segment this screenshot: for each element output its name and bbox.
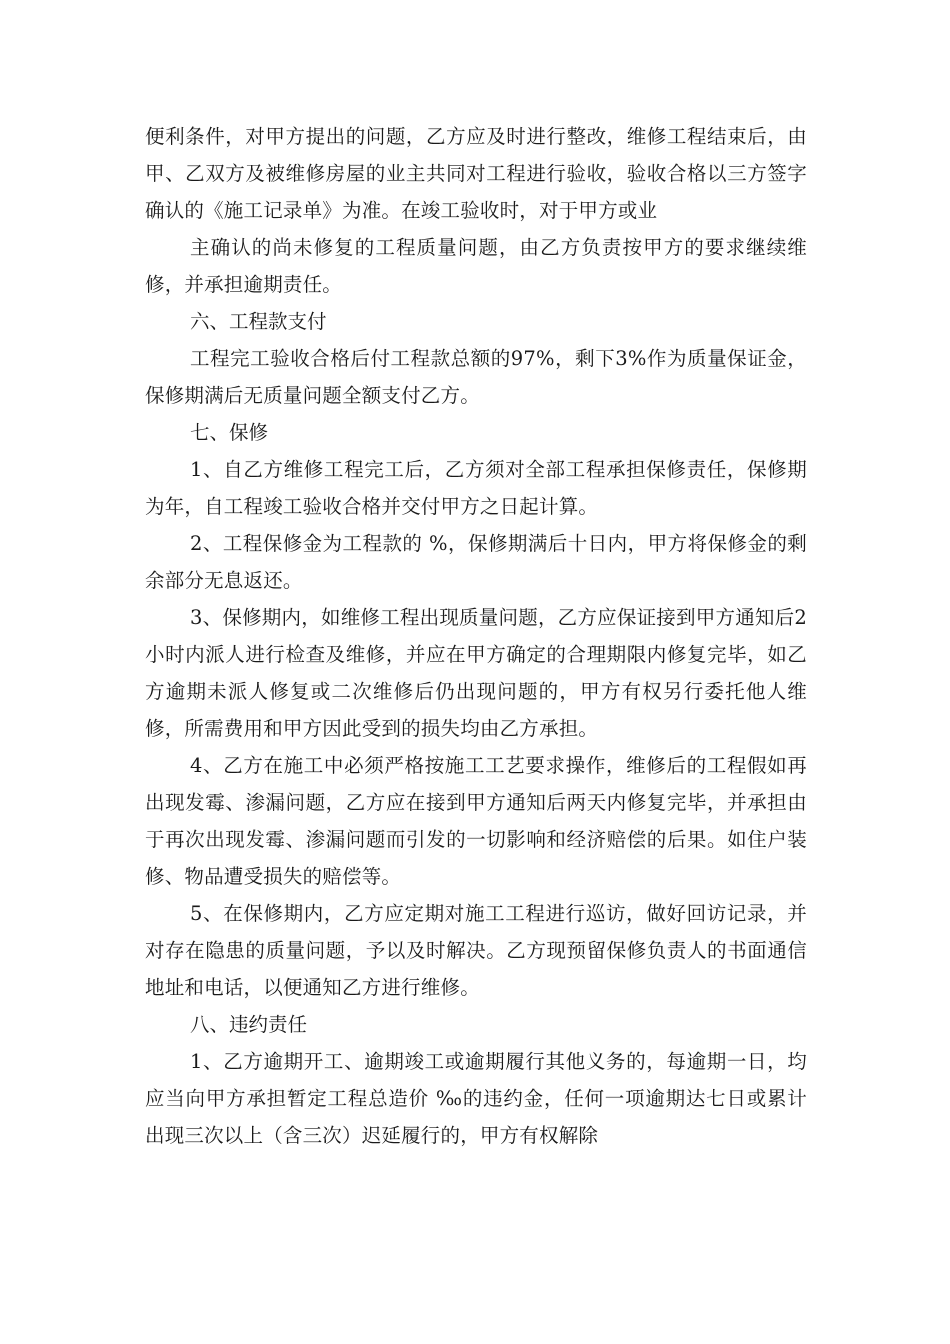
paragraph-warranty-3: 3、保修期内，如维修工程出现质量问题，乙方应保证接到甲方通知后2小时内派人进行检查及维修，并应在甲方确定的合理期限内修复完毕，如乙方逾期未派人修复或二次维修后仍出现问题的，甲方有权另行委托他人维修，所需费用和甲方因此受到的损失均由乙方承担。 [145, 606, 807, 740]
paragraph-warranty-1: 1、自乙方维修工程完工后，乙方须对全部工程承担保修责任，保修期为年，自工程竣工验收合格并交付甲方之日起计算。 [145, 458, 807, 518]
paragraph-payment: 工程完工验收合格后付工程款总额的97%，剩下3%作为质量保证金，保修期满后无质量问题全额支付乙方。 [145, 347, 807, 407]
section-heading-liability: 八、违约责任 [190, 1013, 308, 1036]
paragraph-continuation: 便利条件，对甲方提出的问题，乙方应及时进行整改，维修工程结束后，由甲、乙双方及被维修房屋的业主共同对工程进行验收，验收合格以三方签字确认的《施工记录单》为准。在竣工验收时，对于甲方或业 [145, 125, 807, 222]
section-heading-warranty: 七、保修 [190, 421, 269, 444]
paragraph-warranty-4: 4、乙方在施工中必须严格按施工工艺要求操作，维修后的工程假如再出现发霉、渗漏问题，乙方应在接到甲方通知后两天内修复完毕，并承担由于再次出现发霉、渗漏问题而引发的一切影响和经济赔偿的后果。如住户装修、物品遭受损失的赔偿等。 [145, 754, 807, 888]
paragraph-liability-1: 1、乙方逾期开工、逾期竣工或逾期履行其他义务的，每逾期一日，均应当向甲方承担暂定工程总造价 ‰的违约金，任何一项逾期达七日或累计出现三次以上（含三次）迟延履行的，甲方有权解除 [145, 1050, 807, 1147]
paragraph-warranty-5: 5、在保修期内，乙方应定期对施工工程进行巡访，做好回访记录，并对存在隐患的质量问题，予以及时解决。乙方现预留保修负责人的书面通信地址和电话，以便通知乙方进行维修。 [145, 902, 807, 999]
section-heading-payment: 六、工程款支付 [190, 310, 327, 333]
document-body [145, 118, 807, 1154]
paragraph-acceptance-issues: 主确认的尚未修复的工程质量问题，由乙方负责按甲方的要求继续维修，并承担逾期责任。 [145, 236, 807, 296]
paragraph-warranty-2: 2、工程保修金为工程款的 %，保修期满后十日内，甲方将保修金的剩余部分无息返还。 [145, 532, 807, 592]
